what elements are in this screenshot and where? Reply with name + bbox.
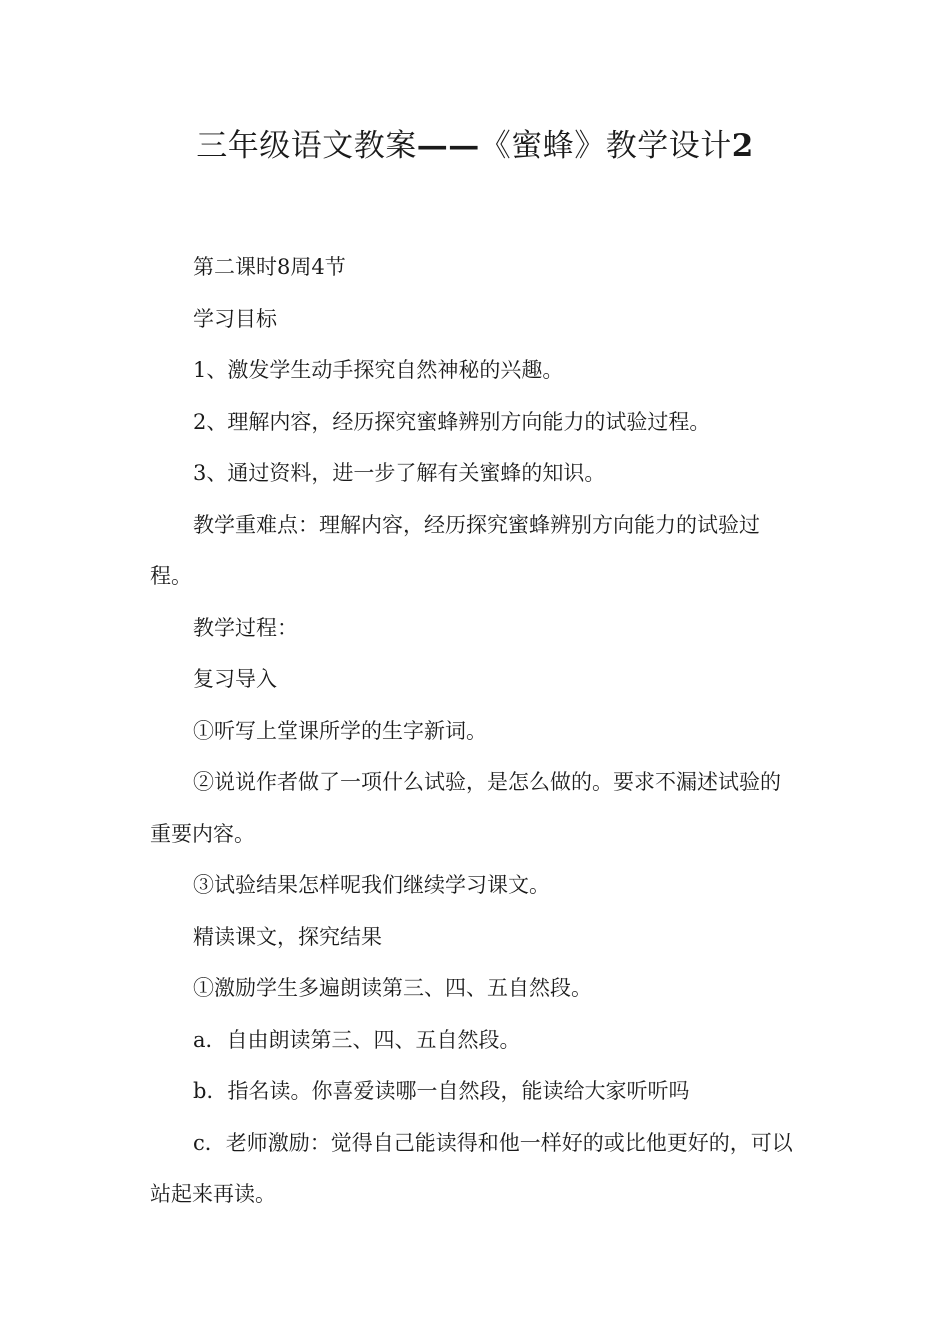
lesson-period: 第二课时8周4节 (193, 255, 346, 279)
document-title (0, 118, 950, 174)
title-book-text: 《蜜蜂》教学设计 (479, 128, 732, 164)
review-step: ③试验结果怎样呢我们继续学习课文。 (193, 873, 550, 897)
objective-item: 3、通过资料，进一步了解有关蜜蜂的知识。 (193, 461, 606, 485)
key-difficulty-paragraph: 教学重难点：理解内容，经历探究蜜蜂辨别方向能力的试验过程。 (150, 512, 760, 588)
title-main-text: 三年级语文教案 (196, 128, 417, 164)
reading-substep: b．指名读。你喜爱读哪一自然段，能读给大家听听吗 (193, 1079, 690, 1103)
subsection-heading-review: 复习导入 (193, 667, 277, 691)
document-body (150, 242, 800, 1221)
review-step: ①听写上堂课所学的生字新词。 (193, 718, 487, 743)
reading-substep: c．老师激励：觉得自己能读得和他一样好的或比他更好的，可以站起来再读。 (150, 1130, 793, 1206)
reading-step: ①激励学生多遍朗读第三、四、五自然段。 (193, 976, 592, 1000)
subsection-heading-close-reading: 精读课文，探究结果 (193, 924, 382, 949)
section-heading-process: 教学过程： (193, 615, 298, 640)
objective-item: 1、激发学生动手探究自然神秘的兴趣。 (193, 358, 564, 382)
title-dash: —— (416, 128, 480, 164)
title-number: 2 (731, 128, 754, 164)
section-heading-objectives: 学习目标 (193, 306, 277, 331)
reading-substep: a．自由朗读第三、四、五自然段。 (193, 1027, 521, 1052)
review-step: ②说说作者做了一项什么试验，是怎么做的。要求不漏述试验的重要内容。 (150, 770, 781, 846)
objective-item: 2、理解内容，经历探究蜜蜂辨别方向能力的试验过程。 (193, 409, 711, 434)
